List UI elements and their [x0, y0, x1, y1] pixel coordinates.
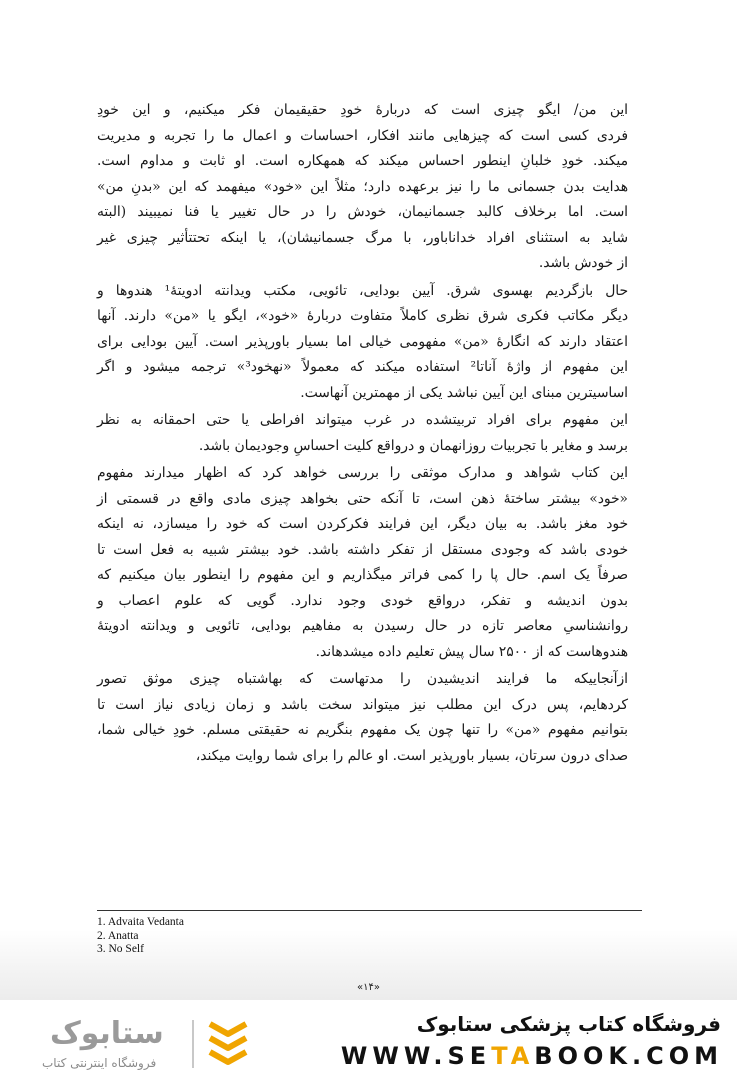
text-line: برسد و مغایر با تجربیات روزانهمان و درواقع کلیت احساسِ وجودیمان باشد.	[198, 437, 628, 454]
text-line: صرفاً یک اسم. حال پا را کمی فراتر میگذاریم و این مفهوم را اینطور بیان میکنیم که	[97, 567, 628, 583]
paragraph	[97, 667, 642, 769]
text-line: از خودش باشد.	[538, 255, 628, 271]
text-line: روانشناسیِ معاصر تازه در حال رسیدن به مفاهیم بودایی، تائویی و ویدانته ادویتۀ	[97, 618, 628, 634]
text-line: ازآنجاییکه ما فرایند اندیشیدن را مدتهاست که بهاشتباه چیزی موثق تصور	[97, 671, 628, 687]
text-line: فردی کسی است که چیزهایی مانند افکار، احساسات و اعمال ما را تجربه و مدیریت	[97, 127, 628, 144]
store-url-prefix: WWW.SE	[340, 1042, 492, 1070]
text-line: کردهایم، پس درک این مطلب نیز میتواند سخت باشد و زمان زیادی نیاز است تا	[97, 696, 628, 713]
footnote-divider	[97, 910, 642, 911]
paragraph	[97, 461, 642, 665]
text-line: میکند. خودِ خلبانِ اینطور احساس میکند که همهکاره است. او ثابت و مداوم است.	[97, 153, 628, 169]
text-line: این کتاب شواهد و مدارک موثقی را بررسی خواهد کرد که اظهار میدارند مفهوم	[97, 465, 628, 481]
book-stack-icon	[206, 1018, 250, 1070]
footnote-item: 1. Advaita Vedanta	[97, 916, 184, 928]
store-name: فروشگاه کتاب پزشکی ستابوک	[416, 1012, 721, 1036]
text-line: «خود» بیشتر ساختۀ ذهن است، تا آنکه حتی بخواهد چیزی مادی واقع در قسمتی از	[97, 490, 628, 507]
footnote-item: 2. Anatta	[97, 929, 139, 942]
page-number: «۱۴»	[357, 982, 380, 993]
body-text	[97, 98, 642, 771]
text-line: این مفهوم برای افراد تربیتشده در غرب میتواند افراطی یا حتی احمقانه به نظر	[97, 412, 628, 428]
text-line: است. اما برخلاف کالبد جسمانیمان، خودش را در حال تغییر یا فنا نمیبیند (البته	[97, 204, 628, 220]
logo-wordmark: ستابوک	[50, 1016, 164, 1051]
store-banner	[0, 1000, 737, 1080]
paragraph	[97, 98, 642, 277]
footnote-item: 3. No Self	[97, 943, 144, 955]
text-line: حال بازگردیم بهسوی شرق. آیین بودایی، تائویی، مکتب ویدانته ادویتۀ¹ هندوها و	[97, 282, 628, 299]
text-line: خودی باشد که وجودی مستقل از تفکر داشته باشد. خود بیشتر شبیه به فعل است تا	[97, 541, 628, 558]
paragraph	[97, 279, 642, 407]
logo-divider	[192, 1020, 194, 1068]
setabook-logo	[30, 1016, 260, 1074]
text-line: هندوهاست که از ۲۵۰۰ سال پیش تعلیم داده میشدهاند.	[315, 643, 628, 660]
paragraph	[97, 408, 642, 459]
text-line: هدایت بدن جسمانی ما را نیز برعهده دارد؛ مثلاً این «خود» میفهمد که این «بدنِ من»	[97, 178, 628, 195]
text-line: دیگر مکاتب فکری شرق نظری کاملاً متفاوت دربارۀ «خود»، ایگو یا «من» دارند. آنها	[97, 308, 628, 324]
text-line: این من/ ایگو چیزی است که دربارۀ خودِ حقیقیمان فکر میکنیم، و این خودِ	[97, 102, 628, 118]
text-line: شاید به استثنای افراد خداناباور، با مرگ جسمانیشان)، یا اینکه تحتتأثیر چیزی غیر	[97, 229, 628, 246]
text-line: این مفهوم از واژۀ آناتا² استفاده میکند که معمولاً «نهخود³» ترجمه میشود و اگر	[97, 359, 629, 375]
store-url-accent: TA	[491, 1042, 535, 1070]
store-url-suffix: BOOK.COM	[534, 1042, 723, 1070]
text-line: خود مغز باشد. به بیان دیگر، این فرایند فکرکردن است که خود را میسازد، نه اینکه	[97, 516, 628, 532]
footnotes	[97, 916, 397, 957]
text-line: اساسیترین مبنای این آیین نباشد یکی از مهمترین آنهاست.	[300, 384, 628, 401]
text-line: بتوانیم مفهوم «من» را تنها چون یک مفهوم بنگریم نه حقیقتی مسلم. خودِ خیالی شما،	[97, 722, 628, 738]
text-line: بدون اندیشه و تفکر، درواقع خودی وجود ندارد. گویی که علوم اعصاب و	[97, 592, 628, 609]
logo-subtitle: فروشگاه اینترنتی کتاب	[42, 1056, 157, 1070]
store-url[interactable]	[341, 1042, 723, 1070]
text-line: صدای درون سرتان، بسیار باورپذیر است. او عالم را برای شما روایت میکند،	[195, 747, 628, 764]
text-line: اعتقاد دارند که انگارۀ «من» مفهومی خیالی اما بسیار باورپذیر است. آیین بودایی برای	[97, 333, 628, 350]
